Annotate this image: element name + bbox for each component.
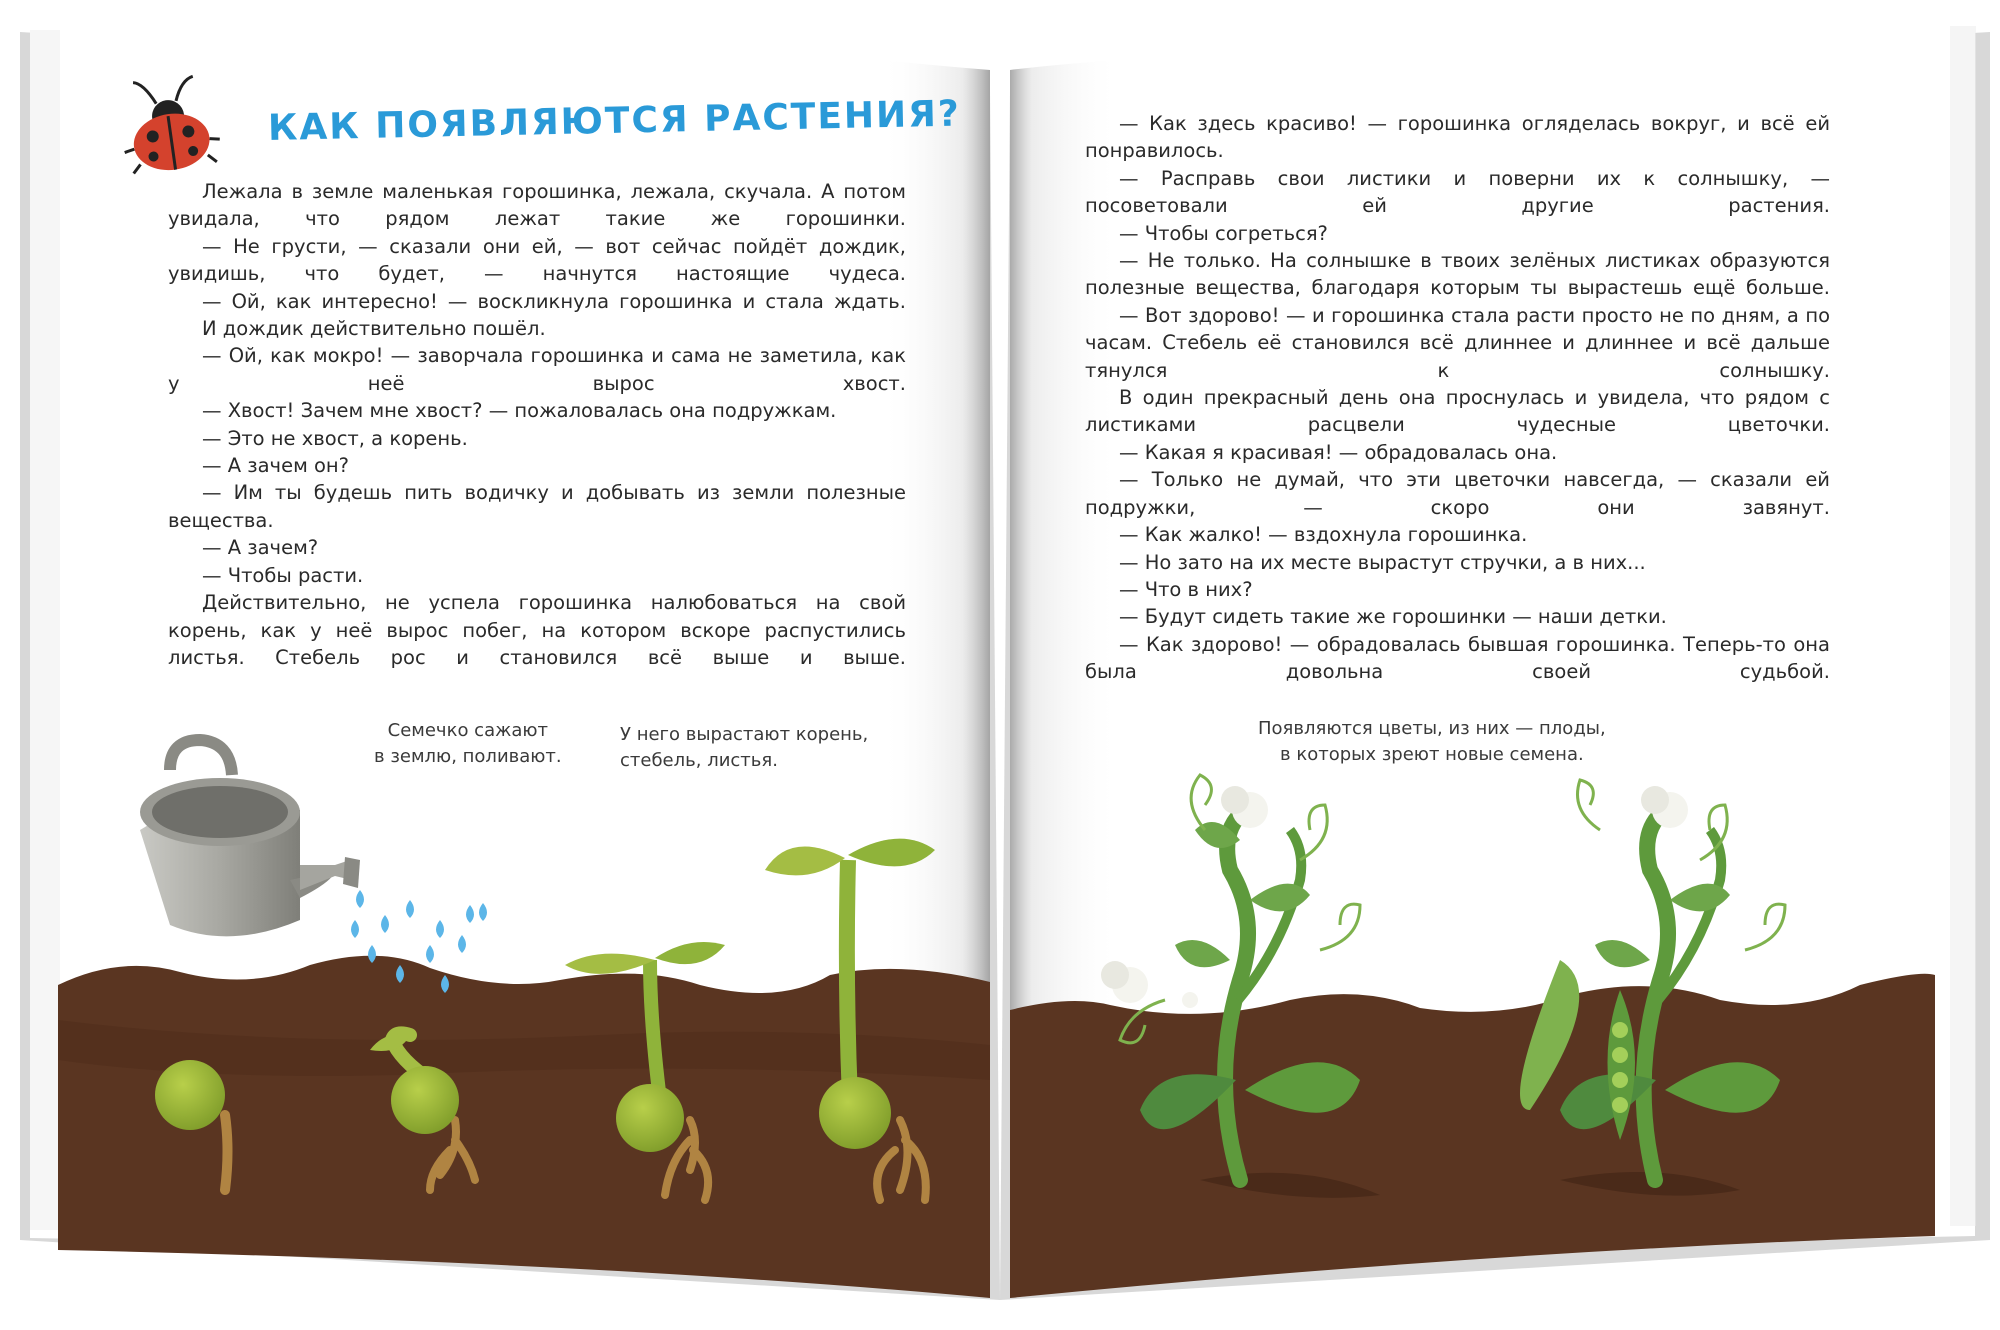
caption-line: У него вырастают корень, <box>620 724 869 745</box>
paragraph: — Что в них? <box>1119 577 1253 601</box>
paragraph: В один прекрасный день она проснулась и увидела, что рядом с листиками расцвели чудесные цветочки. <box>1085 386 1830 437</box>
caption-line: стебель, листья. <box>620 750 778 771</box>
paragraph: — Чтобы согреться? <box>1119 221 1328 245</box>
paragraph: — Будут сидеть такие же горошинки — наши детки. <box>1119 605 1667 629</box>
paragraph: — Ой, как интересно! — воскликнула горошинка и стала ждать. <box>202 289 906 313</box>
paragraph: — Не грусти, — сказали они ей, — вот сейчас пойдёт дождик, увидишь, что будет, — начнутся настоящие чудеса. <box>168 234 906 286</box>
paragraph: — А зачем? <box>202 536 319 560</box>
paragraph: — Как здесь красиво! — горошинка огляделась вокруг, и всё ей понравилось. <box>1085 112 1830 163</box>
paragraph: — Это не хвост, а корень. <box>202 426 468 450</box>
paragraph: — Не только. На солнышке в твоих зелёных листиках образуются полезные вещества, благодаря которым ты вырастешь ещё больше. <box>1085 249 1830 300</box>
paragraph: — Как жалко! — вздохнула горошинка. <box>1119 523 1528 547</box>
paragraph: — Хвост! Зачем мне хвост? — пожаловалась она подружкам. <box>202 399 837 423</box>
caption-planting <box>374 718 562 770</box>
paragraph: И дождик действительно пошёл. <box>202 317 546 341</box>
page-title: КАК ПОЯВЛЯЮТСЯ РАСТЕНИЯ? <box>267 93 962 149</box>
left-page-text <box>168 178 906 671</box>
paragraph: — Только не думай, что эти цветочки навсегда, — сказали ей подружки, — скоро они завянут. <box>1085 468 1830 519</box>
paragraph: Действительно, не успела горошинка налюбоваться на свой корень, как у неё вырос побег, на котором вскоре распустились листья. Стебель рос и становился всё выше и выше. <box>168 591 906 669</box>
caption-growth <box>620 722 868 774</box>
caption-line: в которых зреют новые семена. <box>1280 744 1584 765</box>
right-page-text <box>1085 110 1830 686</box>
paragraph: — Как здорово! — обрадовалась бывшая горошинка. Теперь-то она была довольна своей судьбой. <box>1085 632 1830 684</box>
paragraph: — Вот здорово! — и горошинка стала расти просто не по дням, а по часам. Стебель её становился всё длиннее и длиннее и всё дальше тянулся к солнышку. <box>1085 303 1830 382</box>
paragraph: — А зачем он? <box>202 454 350 478</box>
caption-line: Семечко сажают <box>387 720 548 741</box>
paragraph: — Им ты будешь пить водичку и добывать из земли полезные вещества. <box>168 481 906 532</box>
paragraph: — Ой, как мокро! — заворчала горошинка и сама не заметила, как у неё вырос хвост. <box>168 344 906 395</box>
caption-line: в землю, поливают. <box>374 746 562 767</box>
caption-flowers <box>1258 716 1606 768</box>
paragraph: — Расправь свои листики и поверни их к солнышку, — посоветовали ей другие растения. <box>1085 166 1830 218</box>
paragraph: — Какая я красивая! — обрадовалась она. <box>1119 440 1558 464</box>
paragraph: — Но зато на их месте вырастут стручки, а в них... <box>1119 550 1646 574</box>
caption-line: Появляются цветы, из них — плоды, <box>1258 718 1606 739</box>
paragraph: — Чтобы расти. <box>202 563 364 587</box>
paragraph: Лежала в земле маленькая горошинка, лежала, скучала. А потом увидала, что рядом лежат такие же горошинки. <box>168 180 906 231</box>
